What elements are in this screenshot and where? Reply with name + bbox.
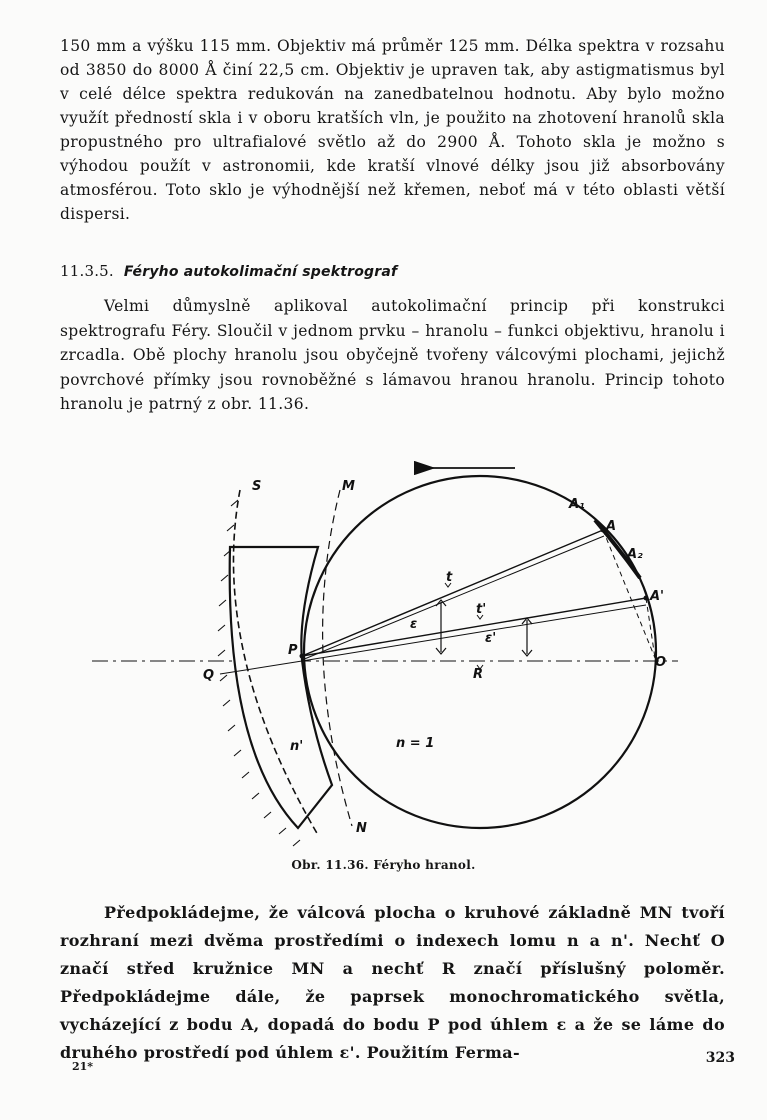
ray-to-aprime	[302, 598, 646, 656]
label-epsprime: ε'	[485, 631, 497, 646]
label-aprime: A'	[650, 589, 665, 604]
paragraph-fery-principle: Velmi důmyslně aplikoval autokolimační princip při konstrukci spektrografu Féry. Sloučil v jednom prvku – hranolu – funkci objektivu, hranolu i zrcadla. Obě plochy hranolu jsou obyčejně tvořeny válcovými plochami, jejichž povrchové přímky jsou rovnoběžné s lámavou hranou hranolu. Princip tohoto hranolu je patrný z obr. 11.36.	[60, 297, 725, 413]
section-number: 11.3.5.	[60, 262, 114, 280]
label-a1: A₁	[569, 497, 585, 512]
label-nprime: n'	[290, 739, 304, 754]
paragraph-intro: 150 mm a výšku 115 mm. Objektiv má průměr 125 mm. Délka spektra v rozsahu od 3850 do 8000 Å činí 22,5 cm. Objektiv je upraven tak, aby astigmatismus byl v celé délce spektra redukován na zanedbatelnou hodnotu. Aby bylo možno využít předností skla i v oboru kratších vln, je použito na zhotovení hranolů skla propustného pro ultrafialové světlo až do 2900 Å. Tohoto skla je možno s výhodou použít v astronomii, kde kratší vlnové délky jsou již absorbovány atmosférou. Toto sklo je výhodnější než křemen, neboť má v této oblasti větší dispersi.	[60, 37, 725, 223]
label-t: t	[446, 570, 453, 585]
fery-prism-figure	[0, 450, 767, 860]
label-p: P	[288, 643, 298, 658]
paragraph-assumption: Předpokládejme, že válcová plocha o kruhové základně MN tvoří rozhraní mezi dvěma prostředími o indexech lomu n a n'. Nechť O značí střed kružnice MN a nechť R značí příslušný poloměr. Předpokládejme dále, že paprsek monochromatického světla, vycházející z bodu A, dopadá do bodu P pod úhlem ε a že se láme do druhého prostředí pod úhlem ε'. Použitím Ferma-	[60, 903, 725, 1062]
ray-to-a	[302, 530, 603, 656]
label-m: M	[342, 479, 355, 494]
label-eps: ε	[410, 617, 418, 632]
section-heading	[60, 262, 397, 280]
label-a: A	[606, 519, 617, 534]
label-q: Q	[203, 668, 215, 683]
label-o: O	[655, 655, 667, 670]
page-number: 323	[705, 1050, 735, 1066]
label-a2: A₂	[627, 547, 643, 562]
ray-to-a2	[302, 536, 604, 660]
label-s: S	[252, 479, 262, 494]
label-n1: n = 1	[396, 736, 435, 751]
ray-to-aprime-2	[302, 605, 646, 661]
figure-caption: Obr. 11.36. Féryho hranol.	[291, 858, 476, 872]
label-tprime: t'	[476, 602, 487, 617]
label-n: N	[356, 821, 367, 836]
label-r: R	[473, 667, 484, 682]
signature-mark: 21*	[72, 1060, 94, 1073]
section-title: Féryho autokolimační spektrograf	[123, 264, 398, 280]
